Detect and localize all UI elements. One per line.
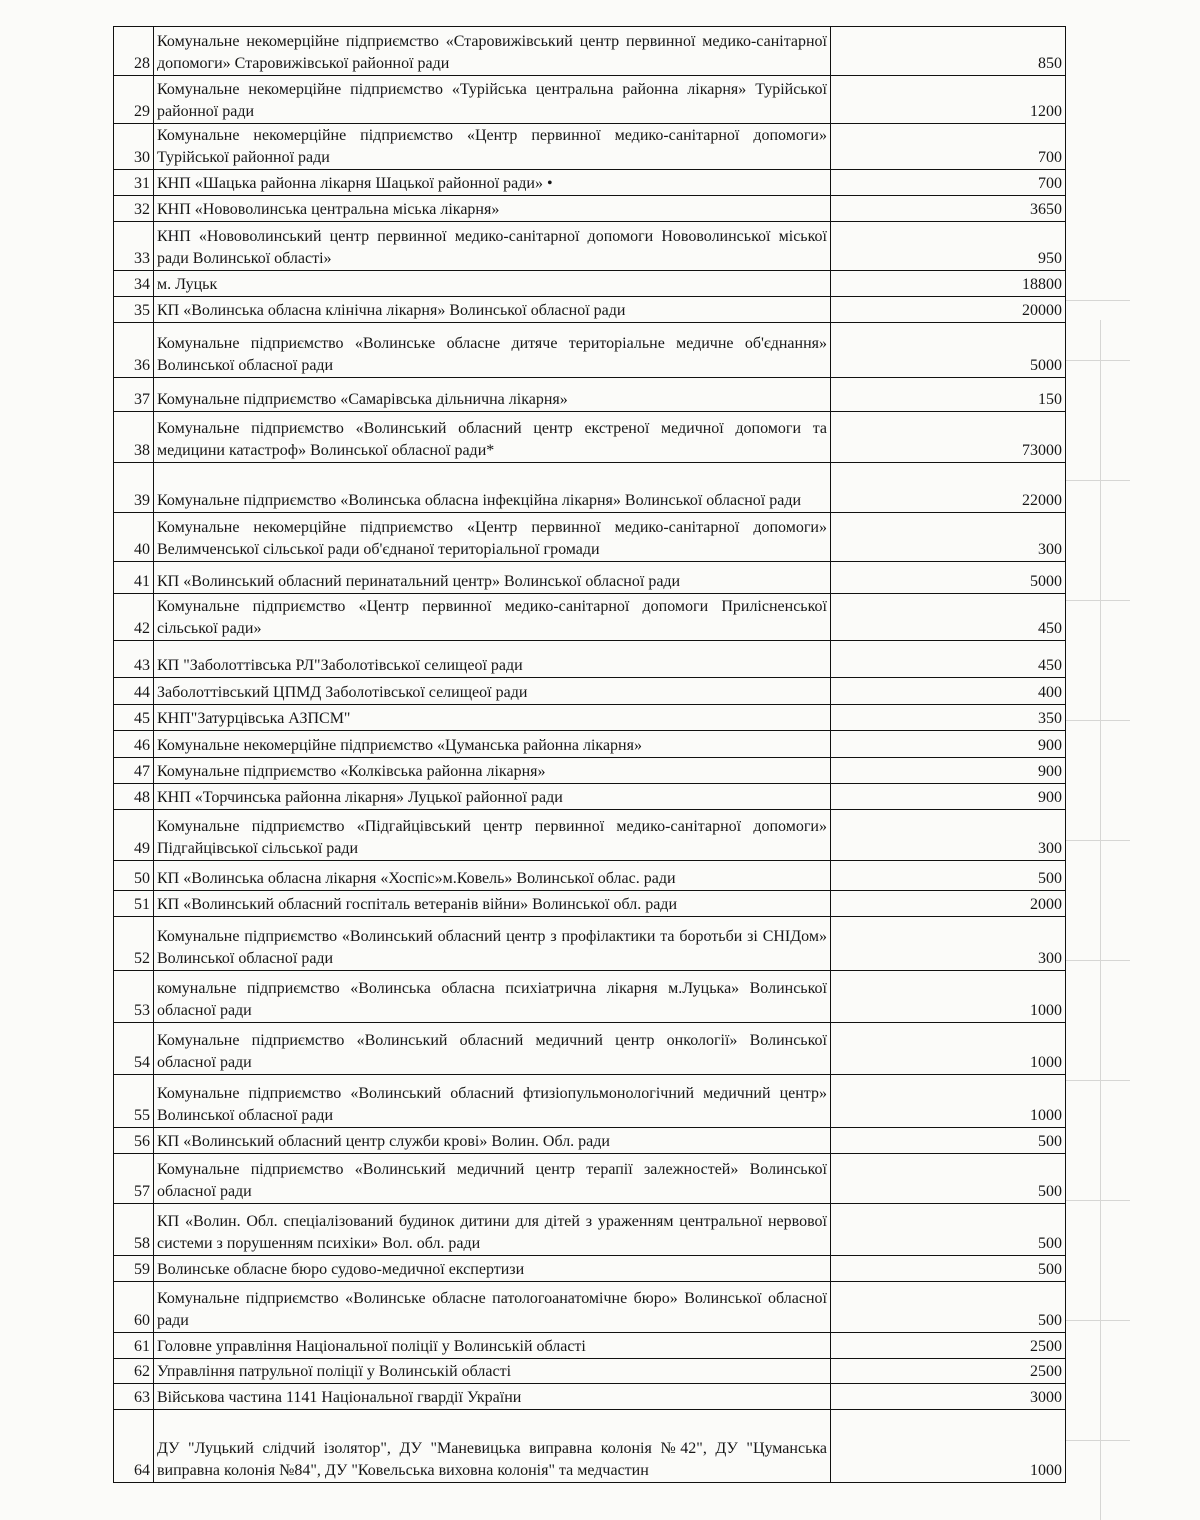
row-number: 47 [114, 758, 154, 784]
institution-name: Комунальне підприємство «Волинська обласна інфекційна лікарня» Волинської обласної ради [154, 463, 831, 513]
amount: 5000 [831, 562, 1066, 594]
amount: 2000 [831, 891, 1066, 917]
institution-name: Комунальне некомерційне підприємство «Старовижівський центр первинної медико-санітарної допомоги» Старовижівської районної ради [154, 27, 831, 76]
row-number: 39 [114, 463, 154, 513]
table-row [114, 1282, 1066, 1333]
table-row [114, 1023, 1066, 1075]
row-number: 42 [114, 594, 154, 641]
amount: 150 [831, 378, 1066, 412]
row-number: 61 [114, 1333, 154, 1359]
amount: 73000 [831, 412, 1066, 463]
institution-name: Військова частина 1141 Національної гвардії України [154, 1384, 831, 1410]
amount: 400 [831, 678, 1066, 705]
amount: 3650 [831, 196, 1066, 222]
table-row [114, 170, 1066, 196]
allocation-table [113, 26, 1066, 1483]
institution-name: КП «Волинська обласна клінічна лікарня» Волинської обласної ради [154, 297, 831, 323]
amount: 500 [831, 1128, 1066, 1154]
institution-name: Комунальне підприємство «Волинський обласний фтизіопульмонологічний медичний центр» Волинської обласної ради [154, 1075, 831, 1128]
row-number: 38 [114, 412, 154, 463]
table-row [114, 463, 1066, 513]
amount: 2500 [831, 1333, 1066, 1359]
amount: 900 [831, 784, 1066, 810]
amount: 18800 [831, 271, 1066, 297]
row-number: 31 [114, 170, 154, 196]
amount: 300 [831, 810, 1066, 861]
amount: 300 [831, 917, 1066, 971]
row-number: 36 [114, 323, 154, 378]
institution-name: Комунальне некомерційне підприємство «Цуманська районна лікарня» [154, 731, 831, 758]
row-number: 48 [114, 784, 154, 810]
institution-name: КП «Волинський обласний центр служби крові» Волин. Обл. ради [154, 1128, 831, 1154]
row-number: 52 [114, 917, 154, 971]
institution-name: м. Луцьк [154, 271, 831, 297]
table-row [114, 758, 1066, 784]
amount: 22000 [831, 463, 1066, 513]
institution-name: КП «Волинський обласний перинатальний центр» Волинської обласної ради [154, 562, 831, 594]
table-row [114, 594, 1066, 641]
row-number: 29 [114, 76, 154, 124]
table-row [114, 861, 1066, 891]
row-number: 45 [114, 705, 154, 731]
row-number: 64 [114, 1410, 154, 1483]
table-row [114, 271, 1066, 297]
table-row [114, 196, 1066, 222]
amount: 700 [831, 170, 1066, 196]
amount: 3000 [831, 1384, 1066, 1410]
table-row [114, 810, 1066, 861]
institution-name: КП «Волинський обласний госпіталь ветеранів війни» Волинської обл. ради [154, 891, 831, 917]
table-row [114, 1359, 1066, 1384]
institution-name: комунальне підприємство «Волинська обласна психіатрична лікарня м.Луцька» Волинської обласної ради [154, 971, 831, 1023]
institution-name: Управління патрульної поліції у Волинській області [154, 1359, 831, 1384]
table-row [114, 297, 1066, 323]
row-number: 46 [114, 731, 154, 758]
table-row [114, 1384, 1066, 1410]
amount: 1000 [831, 1023, 1066, 1075]
table-row [114, 1256, 1066, 1282]
table-row [114, 513, 1066, 562]
row-number: 54 [114, 1023, 154, 1075]
amount: 950 [831, 222, 1066, 271]
row-number: 60 [114, 1282, 154, 1333]
institution-name: Комунальне підприємство «Волинське обласне патологоанатомічне бюро» Волинської обласної ради [154, 1282, 831, 1333]
table-row [114, 678, 1066, 705]
table-row [114, 1154, 1066, 1204]
institution-name: Комунальне некомерційне підприємство «Центр первинної медико-санітарної допомоги» Турійської районної ради [154, 124, 831, 170]
institution-name: Комунальне підприємство «Волинський обласний медичний центр онкології» Волинської обласної ради [154, 1023, 831, 1075]
table-row [114, 1333, 1066, 1359]
table-row [114, 412, 1066, 463]
table-row [114, 1204, 1066, 1256]
institution-name: КНП «Нововолинська центральна міська лікарня» [154, 196, 831, 222]
institution-name: Комунальне підприємство «Колківська районна лікарня» [154, 758, 831, 784]
row-number: 34 [114, 271, 154, 297]
institution-name: КП «Волин. Обл. спеціалізований будинок дитини для дітей з ураженням центральної нервової системи з порушенням психіки» Вол. обл. ради [154, 1204, 831, 1256]
institution-name: Комунальне підприємство «Волинський обласний центр екстреної медичної допомоги та медицини катастроф» Волинської обласної ради* [154, 412, 831, 463]
institution-name: КНП «Нововолинський центр первинної медико-санітарної допомоги Нововолинської міської ради Волинської області» [154, 222, 831, 271]
institution-name: КП «Волинська обласна лікарня «Хоспіс»м.Ковель» Волинської облас. ради [154, 861, 831, 891]
amount: 1000 [831, 1075, 1066, 1128]
institution-name: КНП"Затурцівська АЗПСМ" [154, 705, 831, 731]
amount: 500 [831, 861, 1066, 891]
table-row [114, 784, 1066, 810]
institution-name: КНП «Шацька районна лікарня Шацької районної ради» • [154, 170, 831, 196]
institution-name: Заболоттівський ЦПМД Заболотівської селищеої ради [154, 678, 831, 705]
row-number: 33 [114, 222, 154, 271]
table-row [114, 891, 1066, 917]
institution-name: Комунальне підприємство «Волинський обласний центр з профілактики та боротьби зі СНІДом» Волинської обласної ради [154, 917, 831, 971]
row-number: 32 [114, 196, 154, 222]
amount: 1000 [831, 1410, 1066, 1483]
row-number: 59 [114, 1256, 154, 1282]
row-number: 49 [114, 810, 154, 861]
row-number: 56 [114, 1128, 154, 1154]
amount: 20000 [831, 297, 1066, 323]
row-number: 63 [114, 1384, 154, 1410]
institution-name: Волинське обласне бюро судово-медичної експертизи [154, 1256, 831, 1282]
amount: 5000 [831, 323, 1066, 378]
row-number: 55 [114, 1075, 154, 1128]
amount: 700 [831, 124, 1066, 170]
row-number: 28 [114, 27, 154, 76]
row-number: 40 [114, 513, 154, 562]
table-row [114, 641, 1066, 678]
row-number: 43 [114, 641, 154, 678]
row-number: 50 [114, 861, 154, 891]
table-row [114, 971, 1066, 1023]
amount: 2500 [831, 1359, 1066, 1384]
table-row [114, 1075, 1066, 1128]
amount: 900 [831, 731, 1066, 758]
row-number: 51 [114, 891, 154, 917]
row-number: 57 [114, 1154, 154, 1204]
row-number: 41 [114, 562, 154, 594]
table-row [114, 705, 1066, 731]
institution-name: Комунальне підприємство «Самарівська дільнична лікарня» [154, 378, 831, 412]
institution-name: Головне управління Національної поліції у Волинській області [154, 1333, 831, 1359]
amount: 850 [831, 27, 1066, 76]
table-row [114, 562, 1066, 594]
table-row [114, 378, 1066, 412]
table-row [114, 1410, 1066, 1483]
row-number: 58 [114, 1204, 154, 1256]
institution-name: Комунальне підприємство «Волинське обласне дитяче територіальне медичне об'єднання» Волинської обласної ради [154, 323, 831, 378]
table-row [114, 731, 1066, 758]
table-row [114, 76, 1066, 124]
amount: 500 [831, 1154, 1066, 1204]
table-row [114, 124, 1066, 170]
amount: 500 [831, 1256, 1066, 1282]
row-number: 53 [114, 971, 154, 1023]
amount: 300 [831, 513, 1066, 562]
amount: 500 [831, 1204, 1066, 1256]
row-number: 30 [114, 124, 154, 170]
institution-name: КНП «Торчинська районна лікарня» Луцької районної ради [154, 784, 831, 810]
institution-name: Комунальне некомерційне підприємство «Центр первинної медико-санітарної допомоги» Велимченської сільської ради об'єднаної територіальної громади [154, 513, 831, 562]
amount: 500 [831, 1282, 1066, 1333]
amount: 900 [831, 758, 1066, 784]
row-number: 62 [114, 1359, 154, 1384]
institution-name: Комунальне підприємство «Центр первинної медико-санітарної допомоги Прилісненської сільської ради» [154, 594, 831, 641]
row-number: 35 [114, 297, 154, 323]
table-row [114, 323, 1066, 378]
row-number: 44 [114, 678, 154, 705]
amount: 1000 [831, 971, 1066, 1023]
table-row [114, 1128, 1066, 1154]
amount: 350 [831, 705, 1066, 731]
institution-name: КП "Заболоттівська РЛ"Заболотівської селищеої ради [154, 641, 831, 678]
amount: 1200 [831, 76, 1066, 124]
institution-name: Комунальне підприємство «Волинський медичний центр терапії залежностей» Волинської обласної ради [154, 1154, 831, 1204]
amount: 450 [831, 641, 1066, 678]
institution-name: Комунальне підприємство «Підгайцівський центр первинної медико-санітарної допомоги» Підгайцівської сільської ради [154, 810, 831, 861]
amount: 450 [831, 594, 1066, 641]
table-row [114, 222, 1066, 271]
institution-name: ДУ "Луцький слідчий ізолятор", ДУ "Маневицька виправна колонія №42", ДУ "Цуманська виправна колонія №84", ДУ "Ковельська виховна колонія" та медчастин [154, 1410, 831, 1483]
table-row [114, 27, 1066, 76]
row-number: 37 [114, 378, 154, 412]
table-row [114, 917, 1066, 971]
institution-name: Комунальне некомерційне підприємство «Турійська центральна районна лікарня» Турійської районної ради [154, 76, 831, 124]
